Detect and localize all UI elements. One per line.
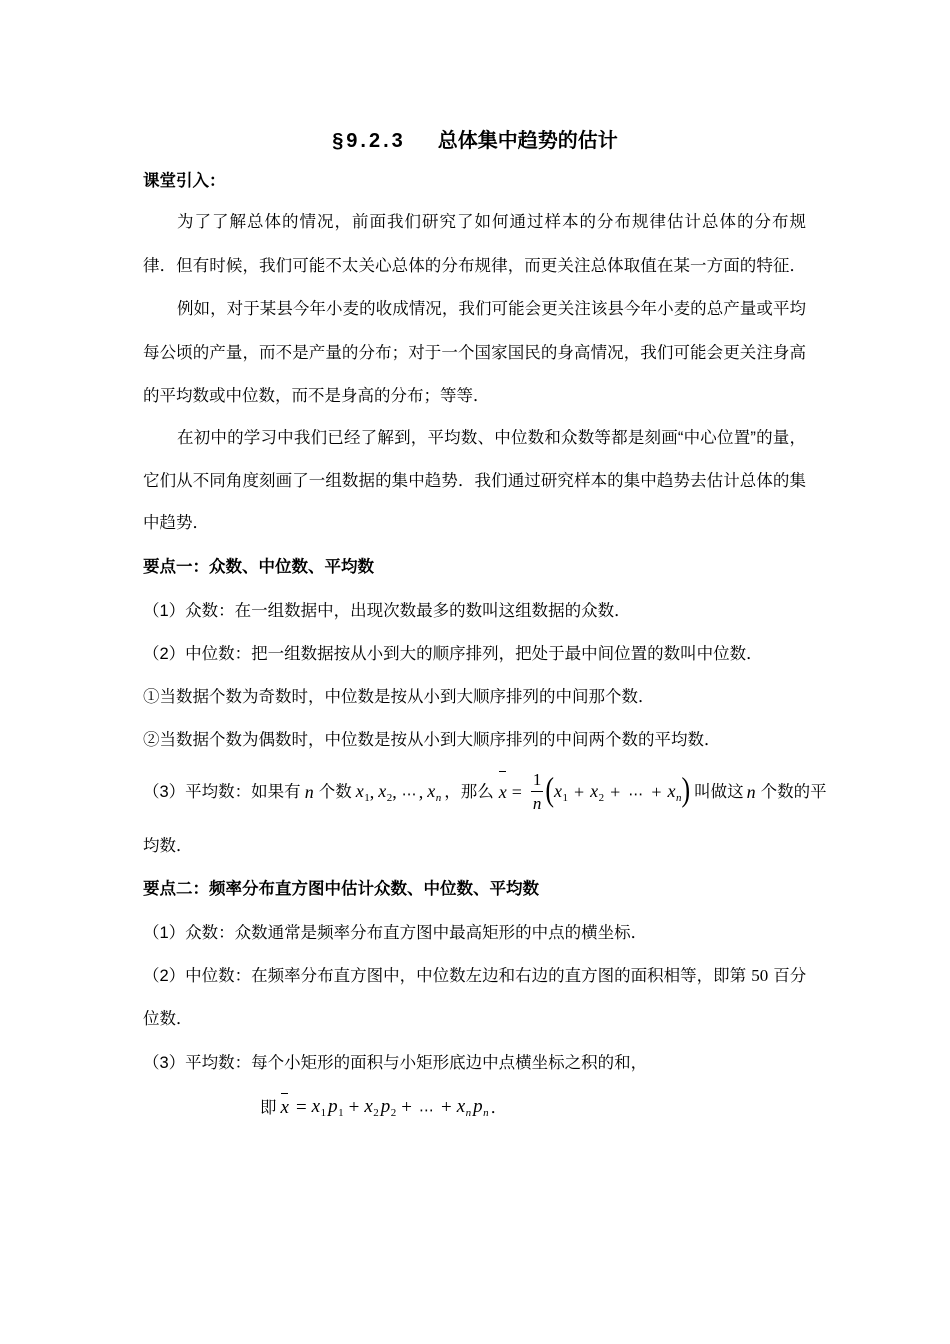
subscript: 1 [364,791,370,804]
subscript: 2 [386,791,393,804]
left-paren: ( [545,770,555,809]
subscript: 1 [320,1107,327,1119]
paragraph-line: 律．但有时候，我们可能不太关心总体的分布规律，而更关注总体取值在某一方面的特征． [143,257,806,275]
var-x: x [378,780,387,801]
var-n: n [746,782,756,802]
var-x: x [355,780,364,801]
paragraph-line: 的平均数或中位数，而不是身高的分布；等等． [143,387,490,405]
paragraph-line: 每公顷的产量，而不是产量的分布；对于一个国家国民的身高情况，我们可能会更关注身高 [143,344,806,362]
term-xn [667,780,681,805]
plus-sign: + [440,1097,452,1118]
fraction-denominator: n [532,794,542,813]
median-even-case: ②当数据个数为偶数时，中位数是按从小到大顺序排列的中间两个数的平均数． [143,731,721,749]
var-x: x [311,1096,321,1117]
percentile-number: 50 [751,966,769,985]
comma: , [369,782,375,802]
var-n: n [304,782,314,802]
histogram-median-text: （2）中位数：在频率分布直方图中，中位数左边和右边的直方图的面积相等，即第 [143,967,747,985]
var-x: x [364,1096,373,1117]
subscript: n [483,1107,489,1119]
right-paren: ) [681,770,691,809]
text-then: ，那么 [444,783,494,801]
text-numbers: 个数 [318,783,352,801]
plus-sign: + [651,782,662,802]
subscript: n [435,791,442,804]
term-x2p2 [364,1096,396,1120]
subscript: n [675,791,682,804]
x-bar-symbol [281,1097,289,1119]
point2-heading: 要点二：频率分布直方图中估计众数、中位数、平均数 [143,880,539,898]
formula-end-period: ． [490,1099,508,1117]
histogram-median-continuation: 位数． [143,1010,193,1028]
var-p: p [380,1096,391,1117]
plus-sign: + [348,1097,360,1118]
paragraph-line: 它们从不同角度刻画了一组数据的集中趋势．我们通过研究样本的集中趋势去估计总体的集 [143,472,806,490]
section-number: §9.2.3 [332,130,406,152]
mode-definition: （1）众数：在一组数据中，出现次数最多的数叫这组数据的众数． [143,602,631,620]
formula-prefix: 即 [260,1099,277,1117]
subscript: 2 [373,1107,379,1119]
mean-definition-continuation: 均数． [143,837,193,855]
paragraph-line: 例如，对于某县今年小麦的收成情况，我们可能会更关注该县今年小麦的总产量或平均 [177,300,806,318]
var-x: x [667,780,676,801]
paragraph-line: 中趋势． [143,514,209,532]
subscript: n [465,1107,472,1119]
mean-label: （3）平均数：如果有 [143,783,301,801]
page-title [0,127,950,155]
title-text: 总体集中趋势的估计 [437,130,618,152]
var-x: x [590,780,599,801]
plus-sign: + [401,1097,412,1118]
median-odd-case: ①当数据个数为奇数时，中位数是按从小到大顺序排列的中间那个数． [143,688,655,706]
median-definition: （2）中位数：把一组数据按从小到大的顺序排列，把处于最中间位置的数叫中位数． [143,645,763,663]
weighted-mean-formula [260,1095,507,1121]
fraction-numerator: 1 [531,770,544,792]
var-x: x [456,1096,466,1117]
histogram-mode: （1）众数：众数通常是频率分布直方图中最高矩形的中点的横坐标． [143,924,648,942]
var-p: p [328,1096,338,1117]
var-x: x [427,780,436,801]
x-bar-symbol [499,781,507,803]
equals-sign: = [295,1097,307,1118]
mean-definition-line [143,770,827,814]
equals-sign: = [511,782,522,802]
var-x: x [498,782,507,802]
comma: , [392,782,397,802]
subscript: 2 [598,791,605,804]
term-x1 [554,780,568,805]
intro-heading: 课堂引入： [143,172,226,190]
term-x1 [356,780,370,805]
comma: , [418,782,424,802]
subscript: 1 [562,791,569,804]
ellipsis: ⋯ [628,785,644,803]
term-x2 [378,780,392,805]
paragraph-line: 在初中的学习中我们已经了解到，平均数、中位数和众数等都是刻画“中心位置”的量， [177,429,806,447]
term-xn [427,780,441,805]
text-numbers-mean: 个数的平 [760,783,827,801]
subscript: 2 [390,1107,397,1119]
var-x: x [554,780,563,801]
plus-sign: + [574,782,585,802]
term-x2 [590,780,604,805]
var-x: x [280,1097,289,1118]
histogram-mean: （3）平均数：每个小矩形的面积与小矩形底边中点横坐标之积的和， [143,1054,648,1072]
subscript: 1 [338,1107,344,1119]
plus-sign: + [610,782,621,802]
fraction-one-over-n [531,770,544,814]
term-xnpn [457,1096,489,1120]
text-called: 叫做这 [694,783,744,801]
histogram-median-text-end: 百分 [773,967,807,985]
var-p: p [473,1096,483,1117]
ellipsis: ⋯ [401,785,417,803]
term-x1p1 [312,1096,344,1120]
point1-heading: 要点一：众数、中位数、平均数 [143,558,374,576]
paragraph-line: 为了了解总体的情况，前面我们研究了如何通过样本的分布规律估计总体的分布规 [177,213,806,231]
ellipsis: ⋯ [418,1101,434,1119]
histogram-median [143,965,806,987]
